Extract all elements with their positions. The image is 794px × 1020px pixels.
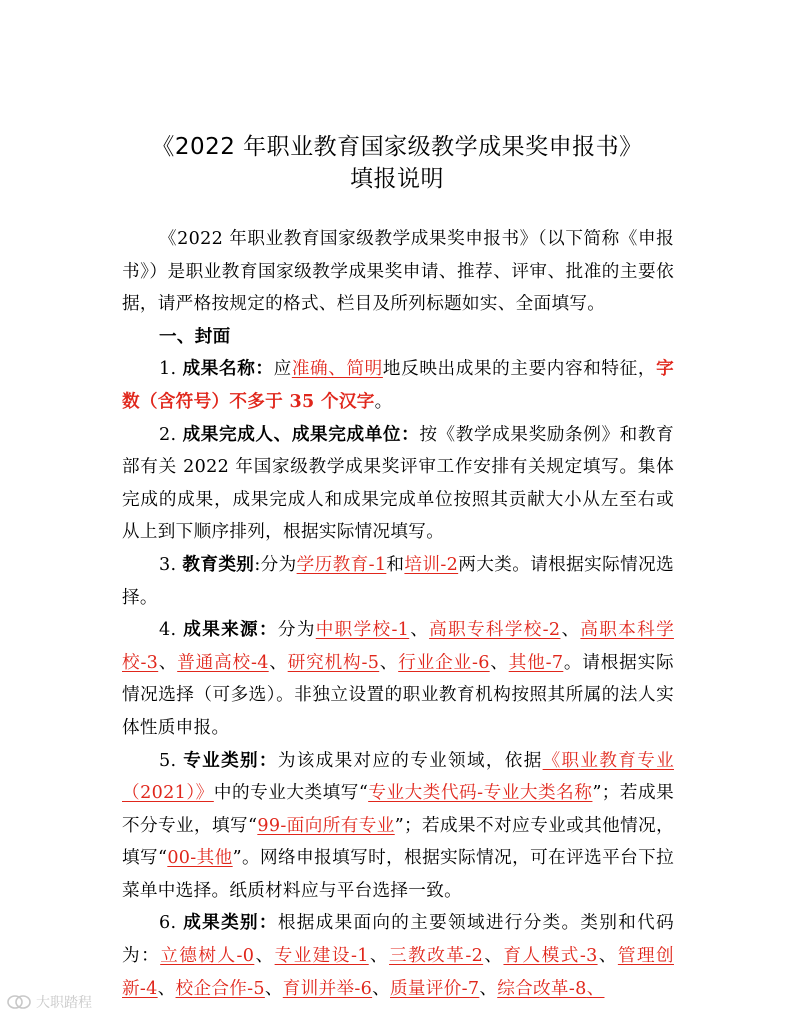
item-6-separator: 、 [483, 946, 504, 967]
item-2-text: 按《教学成果奖励条例》和教育部有关 2022 年国家级教学成果奖评审工作安排有关规定填写。集体完成的成果，成果完成人和成果完成单位按照其贡献大小从左至右或从上到下顺序排列，根据实际情况填写。 [122, 424, 674, 543]
item-4-option: 行业企业-6 [398, 652, 490, 673]
item-2-paragraph [122, 419, 674, 549]
item-1-number: 1. [158, 359, 177, 380]
item-6-number: 6. [158, 913, 177, 934]
document-title-line2: 填报说明 [350, 166, 444, 192]
item-5-text-d: ”；若成果不对应专业或其他情况，填写“ [122, 815, 674, 869]
item-6-option: 管理创新-4 [122, 946, 674, 999]
item-5-label: 专业类别： [183, 749, 278, 771]
watermark-text: 大职踏程 [36, 995, 92, 1011]
item-5-number: 5. [158, 750, 177, 771]
item-6-separator: 、 [368, 946, 390, 967]
item-6-paragraph [122, 907, 674, 1005]
item-5-format-code-name: 专业大类代码-专业大类名称 [368, 783, 593, 804]
item-4-separator: 、 [560, 620, 581, 641]
item-4-separator: 、 [379, 652, 399, 673]
document-title-line1: 《2022 年职业教育国家级教学成果奖申报书》 [151, 134, 643, 160]
item-5-text-c: ”；若成果不分专业，填写“ [122, 783, 675, 836]
intro-paragraph: 《2022 年职业教育国家级教学成果奖申报书》（以下简称《申报书》）是职业教育国家级教学成果奖申请、推荐、评审、批准的主要依据，请严格按规定的格式、栏目及所列标题如实、全面填写。 [122, 229, 674, 315]
item-6-option: 育人模式-3 [503, 946, 598, 967]
item-5-reference-catalog: 《职业教育专业（2021）》 [122, 750, 674, 804]
item-3-number: 3. [158, 554, 177, 575]
item-6-option: 育训并举-6 [282, 978, 373, 999]
item-4-separator: 、 [489, 652, 509, 673]
item-5-paragraph [122, 745, 674, 908]
item-3-option-training: 培训-2 [404, 554, 459, 575]
item-5-format-other: 00-其他 [167, 848, 233, 869]
item-3-text-a: :分为 [254, 554, 297, 575]
item-5-text-e: ”。网络申报填写时，根据实际情况，可在评选平台下拉菜单中选择。纸质材料应与平台选择一致。 [122, 848, 674, 901]
item-4-option: 中职学校-1 [315, 620, 410, 641]
item-3-text-c: 两大类。请根据实际情况选择。 [122, 554, 675, 608]
item-1-paragraph [122, 353, 674, 418]
item-6-separator: 、 [264, 978, 283, 999]
item-4-separator: 、 [268, 652, 288, 673]
item-6-separator: 、 [254, 946, 275, 967]
item-4-option: 其他-7 [508, 652, 564, 673]
item-4-separator: 、 [409, 620, 430, 641]
item-4-option: 高职本科学校-3 [122, 620, 674, 673]
watermark [6, 990, 92, 1014]
item-4-option: 普通高校-4 [177, 652, 269, 673]
item-6-separator: 、 [372, 978, 391, 999]
item-1-label: 成果名称： [182, 358, 274, 380]
item-4-paragraph [122, 614, 674, 744]
item-6-option: 质量评价-7 [390, 978, 480, 999]
item-6-label: 成果类别： [183, 912, 278, 934]
item-4-number: 4. [158, 620, 177, 641]
item-2-label: 成果完成人、成果完成单位： [182, 423, 420, 445]
item-6-separator: 、 [157, 978, 176, 999]
item-6-trailing-separator: 、 [586, 978, 605, 999]
item-4-text-a: 分为 [277, 620, 316, 641]
section-heading-cover: 一、封面 [158, 326, 231, 347]
item-3-label: 教育类别 [182, 553, 255, 575]
item-6-option: 立德树人-0 [160, 946, 255, 967]
item-4-option: 研究机构-5 [287, 652, 380, 673]
item-1-text-a: 应 [273, 359, 292, 380]
item-4-label: 成果来源： [183, 619, 278, 641]
item-3-option-academic: 学历教育-1 [296, 554, 387, 575]
item-6-option: 三教改革-2 [389, 946, 484, 967]
item-6-text-a: 根据成果面向的主要领域进行分类。类别和代码为： [122, 913, 674, 967]
item-3-paragraph [122, 549, 674, 614]
item-5-format-all-majors: 99-面向所有专业 [257, 815, 395, 836]
item-6-option: 校企合作-5 [175, 978, 265, 999]
item-4-option: 高职专科学校-2 [429, 620, 561, 641]
item-6-option: 专业建设-1 [274, 946, 369, 967]
item-4-separator: 、 [158, 652, 178, 673]
item-2-number: 2. [158, 424, 177, 445]
item-5-text-b: 中的专业大类填写“ [213, 783, 369, 804]
document-body [122, 223, 674, 1005]
watermark-logo-icon [6, 993, 32, 1011]
item-3-text-b: 和 [386, 554, 405, 575]
item-1-text-b: 地反映出成果的主要内容和特征， [382, 359, 657, 380]
item-1-highlight-accurate: 准确、简明 [291, 359, 383, 380]
item-1-char-limit: 字数（含符号）不多于 35 个汉字 [122, 358, 674, 412]
item-4-text-b: 。请根据实际情况选择（可多选）。非独立设置的职业教育机构按照其所属的法人实体性质申报。 [122, 652, 674, 738]
item-6-option: 综合改革-8 [497, 978, 587, 999]
item-6-separator: 、 [597, 946, 618, 967]
item-1-text-c: 。 [374, 391, 393, 412]
item-6-separator: 、 [479, 978, 498, 999]
item-5-text-a: 为该成果对应的专业领域，依据 [277, 750, 543, 771]
